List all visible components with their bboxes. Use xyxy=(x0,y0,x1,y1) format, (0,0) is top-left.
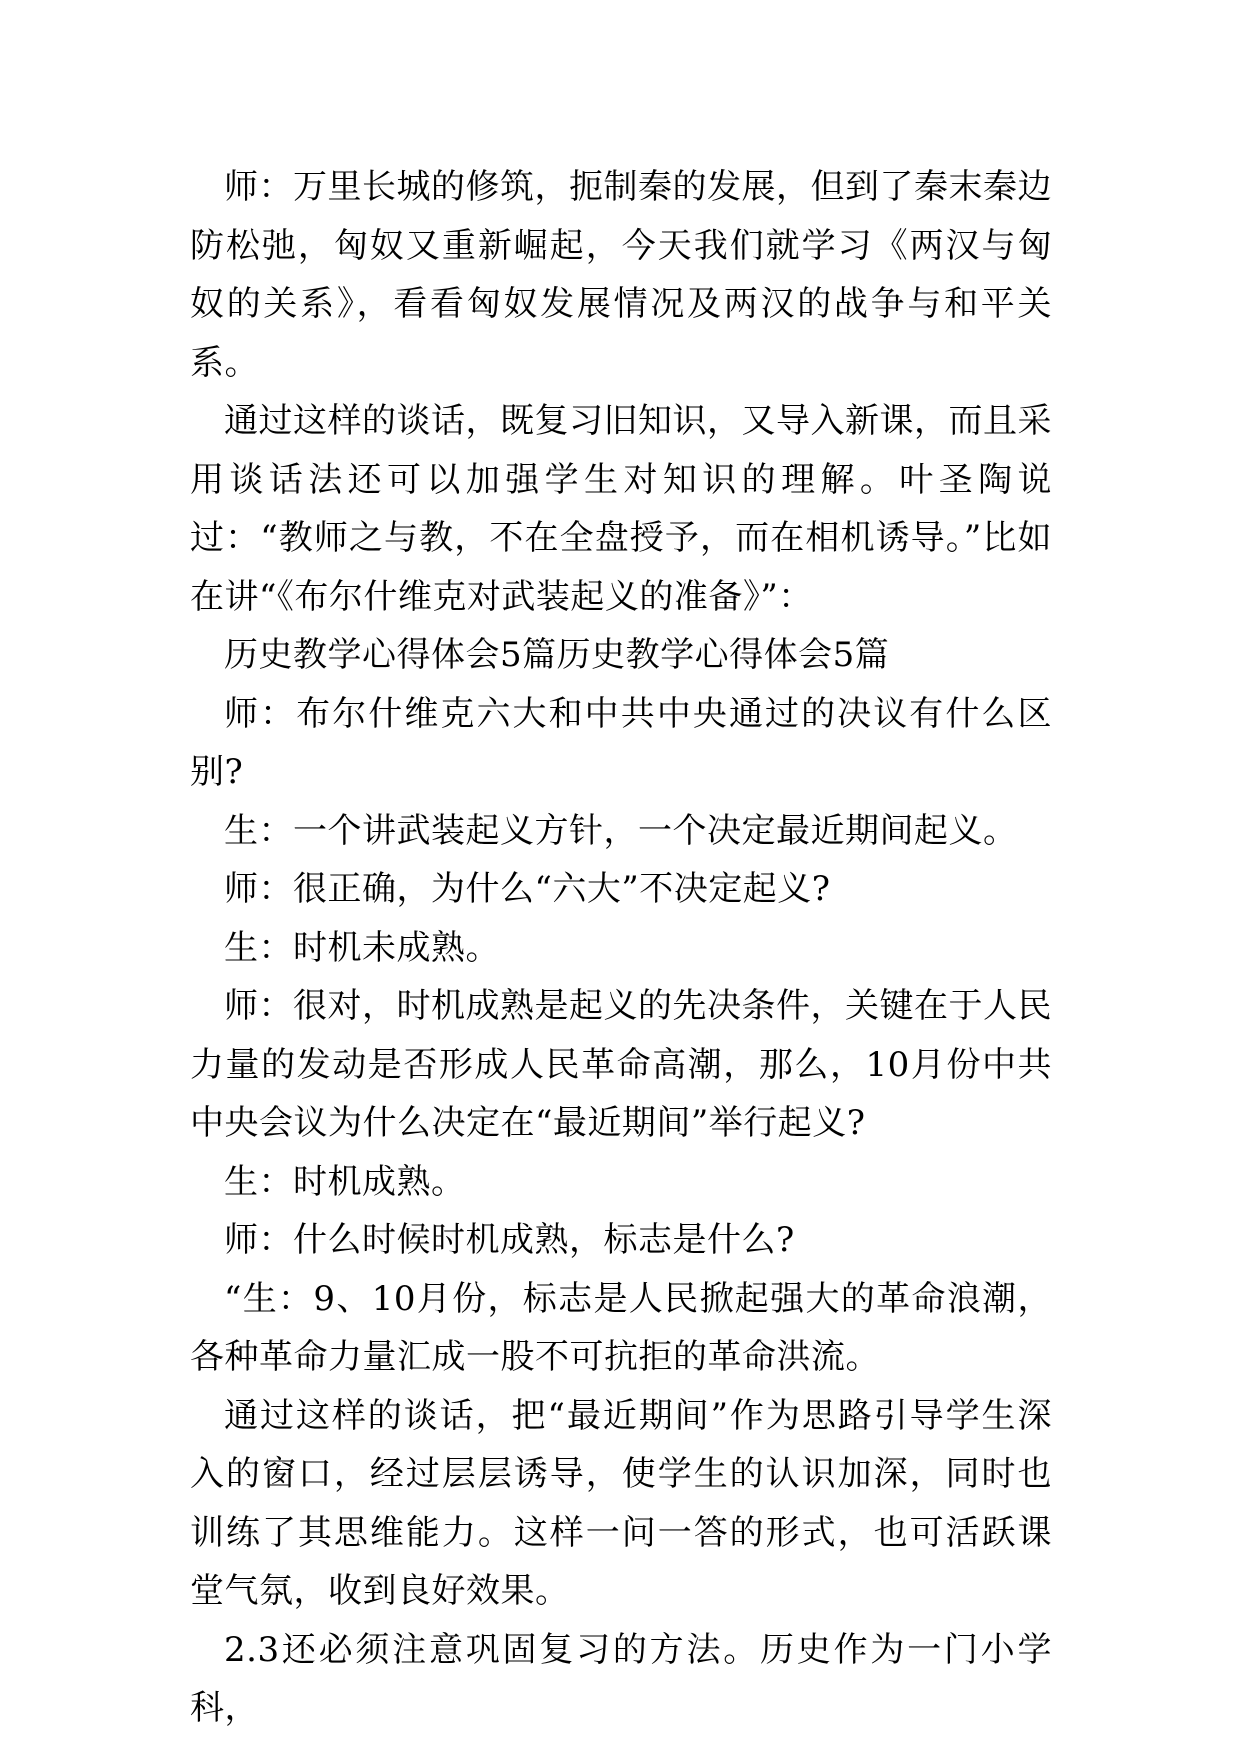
paragraph-6: 师：很正确，为什么“六大”不决定起义? xyxy=(224,869,831,909)
paragraph-3: 历史教学心得体会5篇历史教学心得体会5篇 xyxy=(224,635,890,675)
paragraph-10: 师：什么时候时机成熟，标志是什么? xyxy=(224,1220,795,1260)
paragraph-8: 师：很对，时机成熟是起义的先决条件，关键在于人民力量的发动是否形成人民革命高潮，那么，10月份中共中央会议为什么决定在“最近期间”举行起义? xyxy=(190,986,1052,1143)
paragraph-7: 生：时机未成熟。 xyxy=(224,927,500,968)
paragraph-4: 师：布尔什维克六大和中共中央通过的决议有什么区别? xyxy=(190,693,1052,792)
paragraph-13: 2.3还必须注意巩固复习的方法。历史作为一门小学科， xyxy=(190,1629,1052,1728)
paragraph-2: 通过这样的谈话，既复习旧知识，又导入新课，而且采用谈话法还可以加强学生对知识的理解。叶圣陶说过：“教师之与教，不在全盘授予，而在相机诱导。”比如在讲“《布尔什维克对武装起义的准备》”： xyxy=(190,401,1052,617)
paragraph-5: 生：一个讲武装起义方针，一个决定最近期间起义。 xyxy=(224,810,1018,851)
paragraph-9: 生：时机成熟。 xyxy=(224,1161,466,1202)
paragraph-1: 师：万里长城的修筑，扼制秦的发展，但到了秦末秦边防松弛，匈奴又重新崛起，今天我们就学习《两汉与匈奴的关系》，看看匈奴发展情况及两汉的战争与和平关系。 xyxy=(190,167,1052,383)
paragraph-12: 通过这样的谈话，把“最近期间”作为思路引导学生深入的窗口，经过层层诱导，使学生的认识加深，同时也训练了其思维能力。这样一问一答的形式，也可活跃课堂气氛，收到良好效果。 xyxy=(190,1395,1052,1611)
paragraph-11: “生：9、10月份，标志是人民掀起强大的革命浪潮，各种革命力量汇成一股不可抗拒的革命洪流。 xyxy=(190,1278,1052,1377)
document-body xyxy=(190,158,1052,1738)
